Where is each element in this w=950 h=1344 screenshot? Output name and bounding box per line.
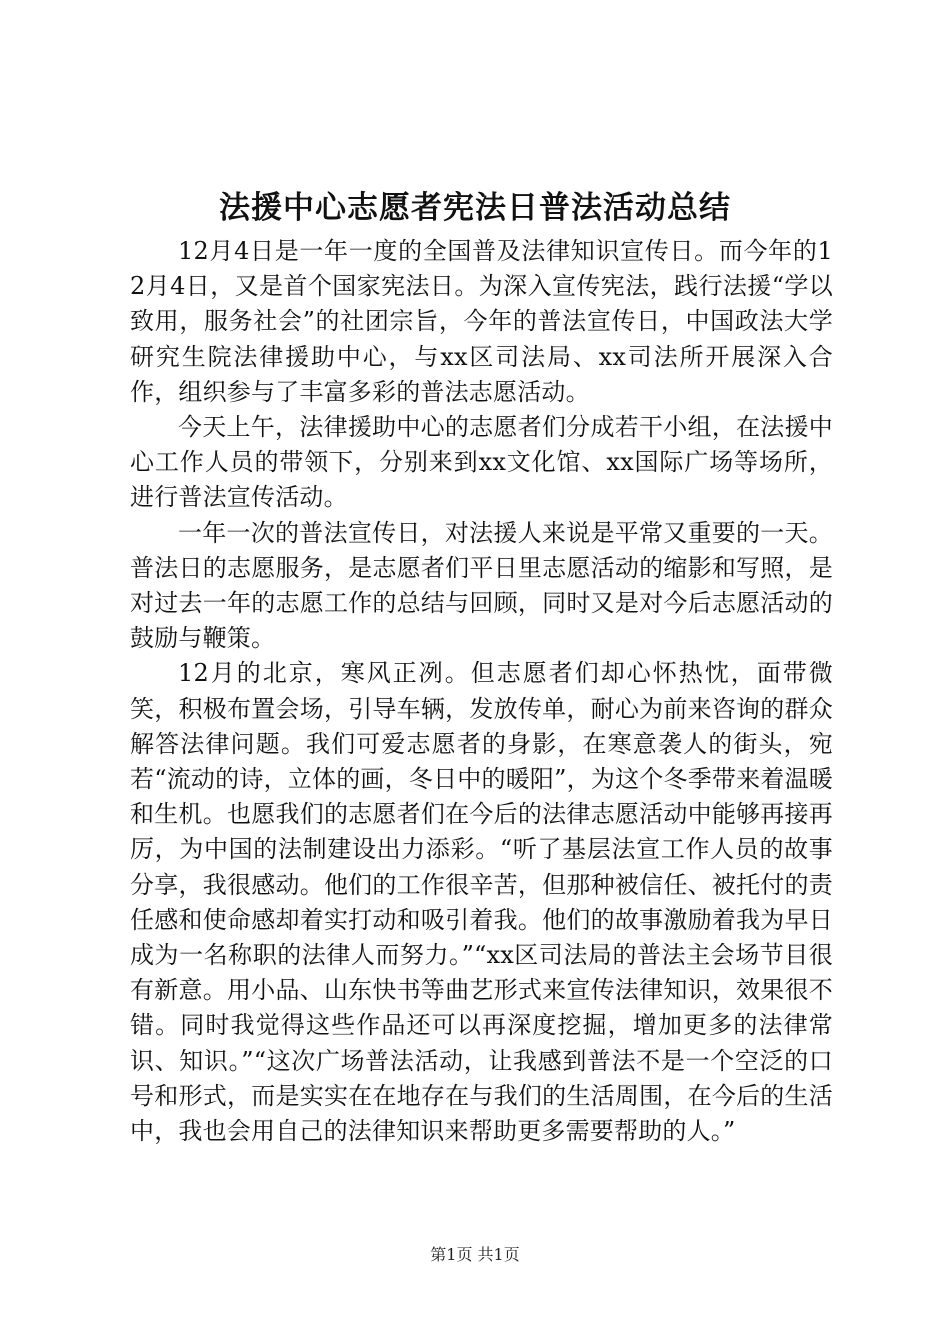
paragraph-4: 12月的北京，寒风正冽。但志愿者们却心怀热忱，面带微笑，积极布置会场，引导车辆，发放传单，耐心为前来咨询的群众解答法律问题。我们可爱志愿者的身影，在寒意袭人的街头，宛若“流动的诗，立体的画，冬日中的暖阳”，为这个冬季带来着温暖和生机。也愿我们的志愿者们在今后的法律志愿活动中能够再接再厉，为中国的法制建设出力添彩。“听了基层法宣工作人员的故事分享，我很感动。他们的工作很辛苦，但那种被信任、被托付的责任感和使命感却着实打动和吸引着我。他们的故事激励着我为早日成为一名称职的法律人而努力。”“xx区司法局的普法主会场节目很有新意。用小品、山东快书等曲艺形式来宣传法律知识，效果很不错。同时我觉得这些作品还可以再深度挖掘，增加更多的法律常识、知识。”“这次广场普法活动，让我感到普法不是一个空泛的口号和形式，而是实实在在地存在与我们的生活周围，在今后的生活中，我也会用自己的法律知识来帮助更多需要帮助的人。” — [130, 659, 833, 1146]
page-number: 第1页 — [430, 1245, 473, 1264]
page-total: 共1页 — [477, 1245, 520, 1264]
document-body — [130, 234, 833, 1149]
paragraph-3: 一年一次的普法宣传日，对法援人来说是平常又重要的一天。普法日的志愿服务，是志愿者们平日里志愿活动的缩影和写照，是对过去一年的志愿工作的总结与回顾，同时又是对今后志愿活动的鼓励与鞭策。 — [130, 518, 833, 653]
document-title: 法援中心志愿者宪法日普法活动总结 — [219, 190, 731, 226]
page-footer — [0, 1245, 950, 1265]
paragraph-1: 12月4日是一年一度的全国普及法律知识宣传日。而今年的12月4日，又是首个国家宪法日。为深入宣传宪法，践行法援“学以致用，服务社会”的社团宗旨，今年的普法宣传日，中国政法大学研究生院法律援助中心，与xx区司法局、xx司法所开展深入合作，组织参与了丰富多彩的普法志愿活动。 — [130, 237, 833, 406]
paragraph-2: 今天上午，法律援助中心的志愿者们分成若干小组，在法援中心工作人员的带领下，分别来到xx文化馆、xx国际广场等场所，进行普法宣传活动。 — [130, 413, 833, 512]
